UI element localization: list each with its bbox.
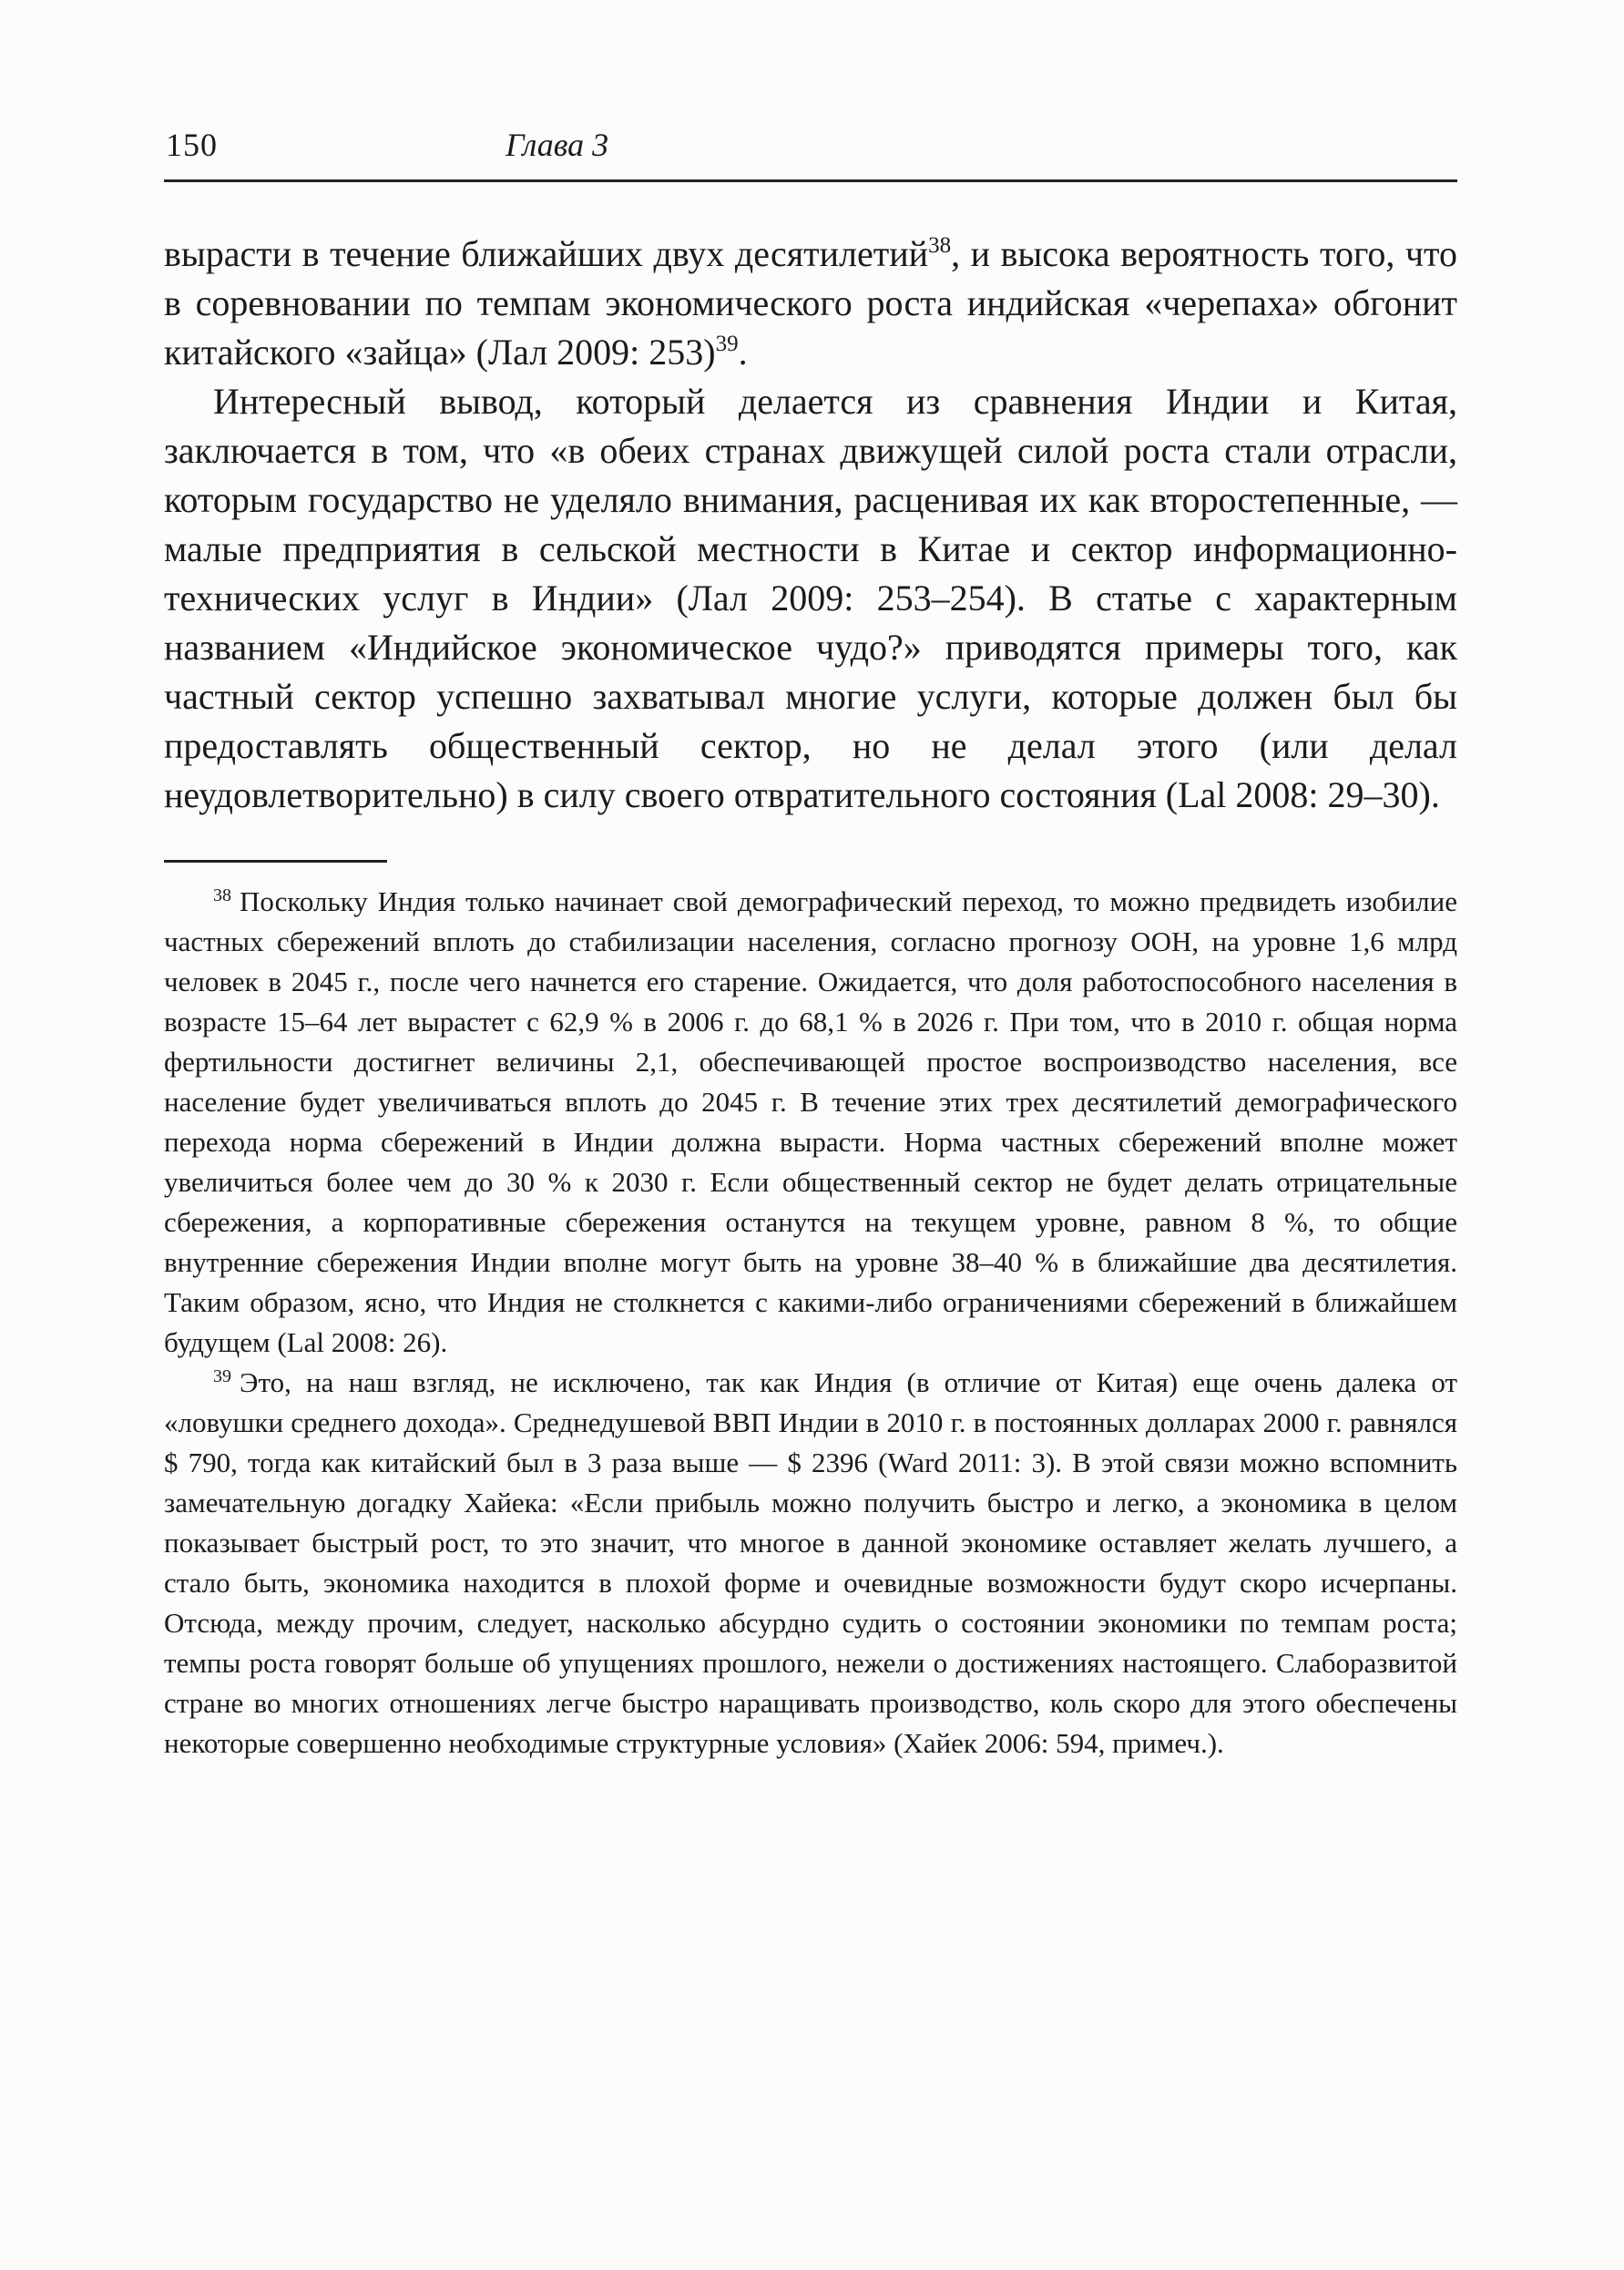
footnote-text: Поскольку Индия только начинает свой демографический переход, то можно предвидеть изобилие частных сбережений вплоть до стабилизации населения, согласно прогнозу ООН, на уровне 1,6 млрд человек в 2045 г., после чего начнется его старение. Ожидается, что доля работоспособного населения в возрасте 15–64 лет вырастет с 62,9 % в 2006 г. до 68,1 % в 2026 г. При том, что в 2010 г. общая норма фертильности достигнет величины 2,1, обеспечивающей простое воспроизводство населения, все население будет увеличиваться вплоть до 2045 г. В течение этих трех десятилетий демографического перехода норма сбережений в Индии должна вырасти. Норма частных сбережений вполне может увеличиться более чем до 30 % к 2030 г. Если общественный сектор не будет делать отрицательные сбережения, а корпоративные сбережения останутся на текущем уровне, равном 8 %, то общие внутренние сбережения Индии вполне могут быть на уровне 38–40 % в ближайшие два десятилетия. Таким образом, ясно, что Индия не столкнется с какими-либо ограничениями сбережений в ближайшем будущем (Lal 2008: 26). xyxy=(164,885,1457,1358)
paragraph-text: . xyxy=(738,332,748,373)
text-block xyxy=(164,124,1457,1764)
footnote-ref-38: 38 xyxy=(928,233,952,258)
footnote-38 xyxy=(164,882,1457,1363)
paragraph-text: , и высока вероятность того, что в соревновании по темпам экономического роста индийская «черепаха» обгонит китайского «зайца» (Лал 2009: 253) xyxy=(164,233,1457,373)
footnote-text: Это, на наш взгляд, не исключено, так как Индия (в отличие от Китая) еще очень далека от «ловушки среднего дохода». Среднедушевой ВВП Индии в 2010 г. в постоянных долларах 2000 г. равнялся $ 790, тогда как китайский был в 3 раза выше — $ 2396 (Ward 2011: 3). В этой связи можно вспомнить замечательную догадку Хайека: «Если прибыль можно получить быстро и легко, а экономика в целом показывает быстрый рост, то это значит, что многое в данной экономике оставляет желать лучшего, а стало быть, экономика находится в плохой форме и очевидные возможности будут скоро исчерпаны. Отсюда, между прочим, следует, насколько абсурдно судить о состоянии экономики по темпам роста; темпы роста говорят больше об упущениях прошлого, нежели о достижениях настоящего. Слаборазвитой стране во многих отношениях легче быстро наращивать производство, коль скоро для этого обеспечены некоторые совершенно необходимые структурные условия» (Хайек 2006: 594, примеч.). xyxy=(164,1366,1457,1759)
footnote-ref-39: 39 xyxy=(715,332,739,356)
paragraph-text: вырасти в течение ближайших двух десятилетий xyxy=(164,233,929,274)
footnote-39 xyxy=(164,1363,1457,1764)
chapter-title: Глава 3 xyxy=(506,127,609,163)
footnote-marker-38: 38 xyxy=(213,885,231,905)
page-header xyxy=(164,124,1457,182)
body-text xyxy=(164,230,1457,820)
paragraph: Интересный вывод, который делается из сравнения Индии и Китая, заключается в том, что «в обеих странах движущей силой роста стали отрасли, которым государство не уделяло внимания, расценивая их как второстепенные, — малые предприятия в сельской местности в Китае и сектор информационно-технических услуг в Индии» (Лал 2009: 253–254). В статье с характерным названием «Индийское экономическое чудо?» приводятся примеры того, как частный сектор успешно захватывал многие услуги, которые должен был бы предоставлять общественный сектор, но не делал этого (или делал неудовлетворительно) в силу своего отвратительного состояния (Lal 2008: 29–30). xyxy=(164,381,1457,815)
footnote-separator-rule xyxy=(164,860,387,863)
paragraph-continuation xyxy=(164,230,1457,377)
page-number: 150 xyxy=(166,127,218,163)
footnotes-section xyxy=(164,882,1457,1764)
footnote-marker-39: 39 xyxy=(213,1366,231,1386)
